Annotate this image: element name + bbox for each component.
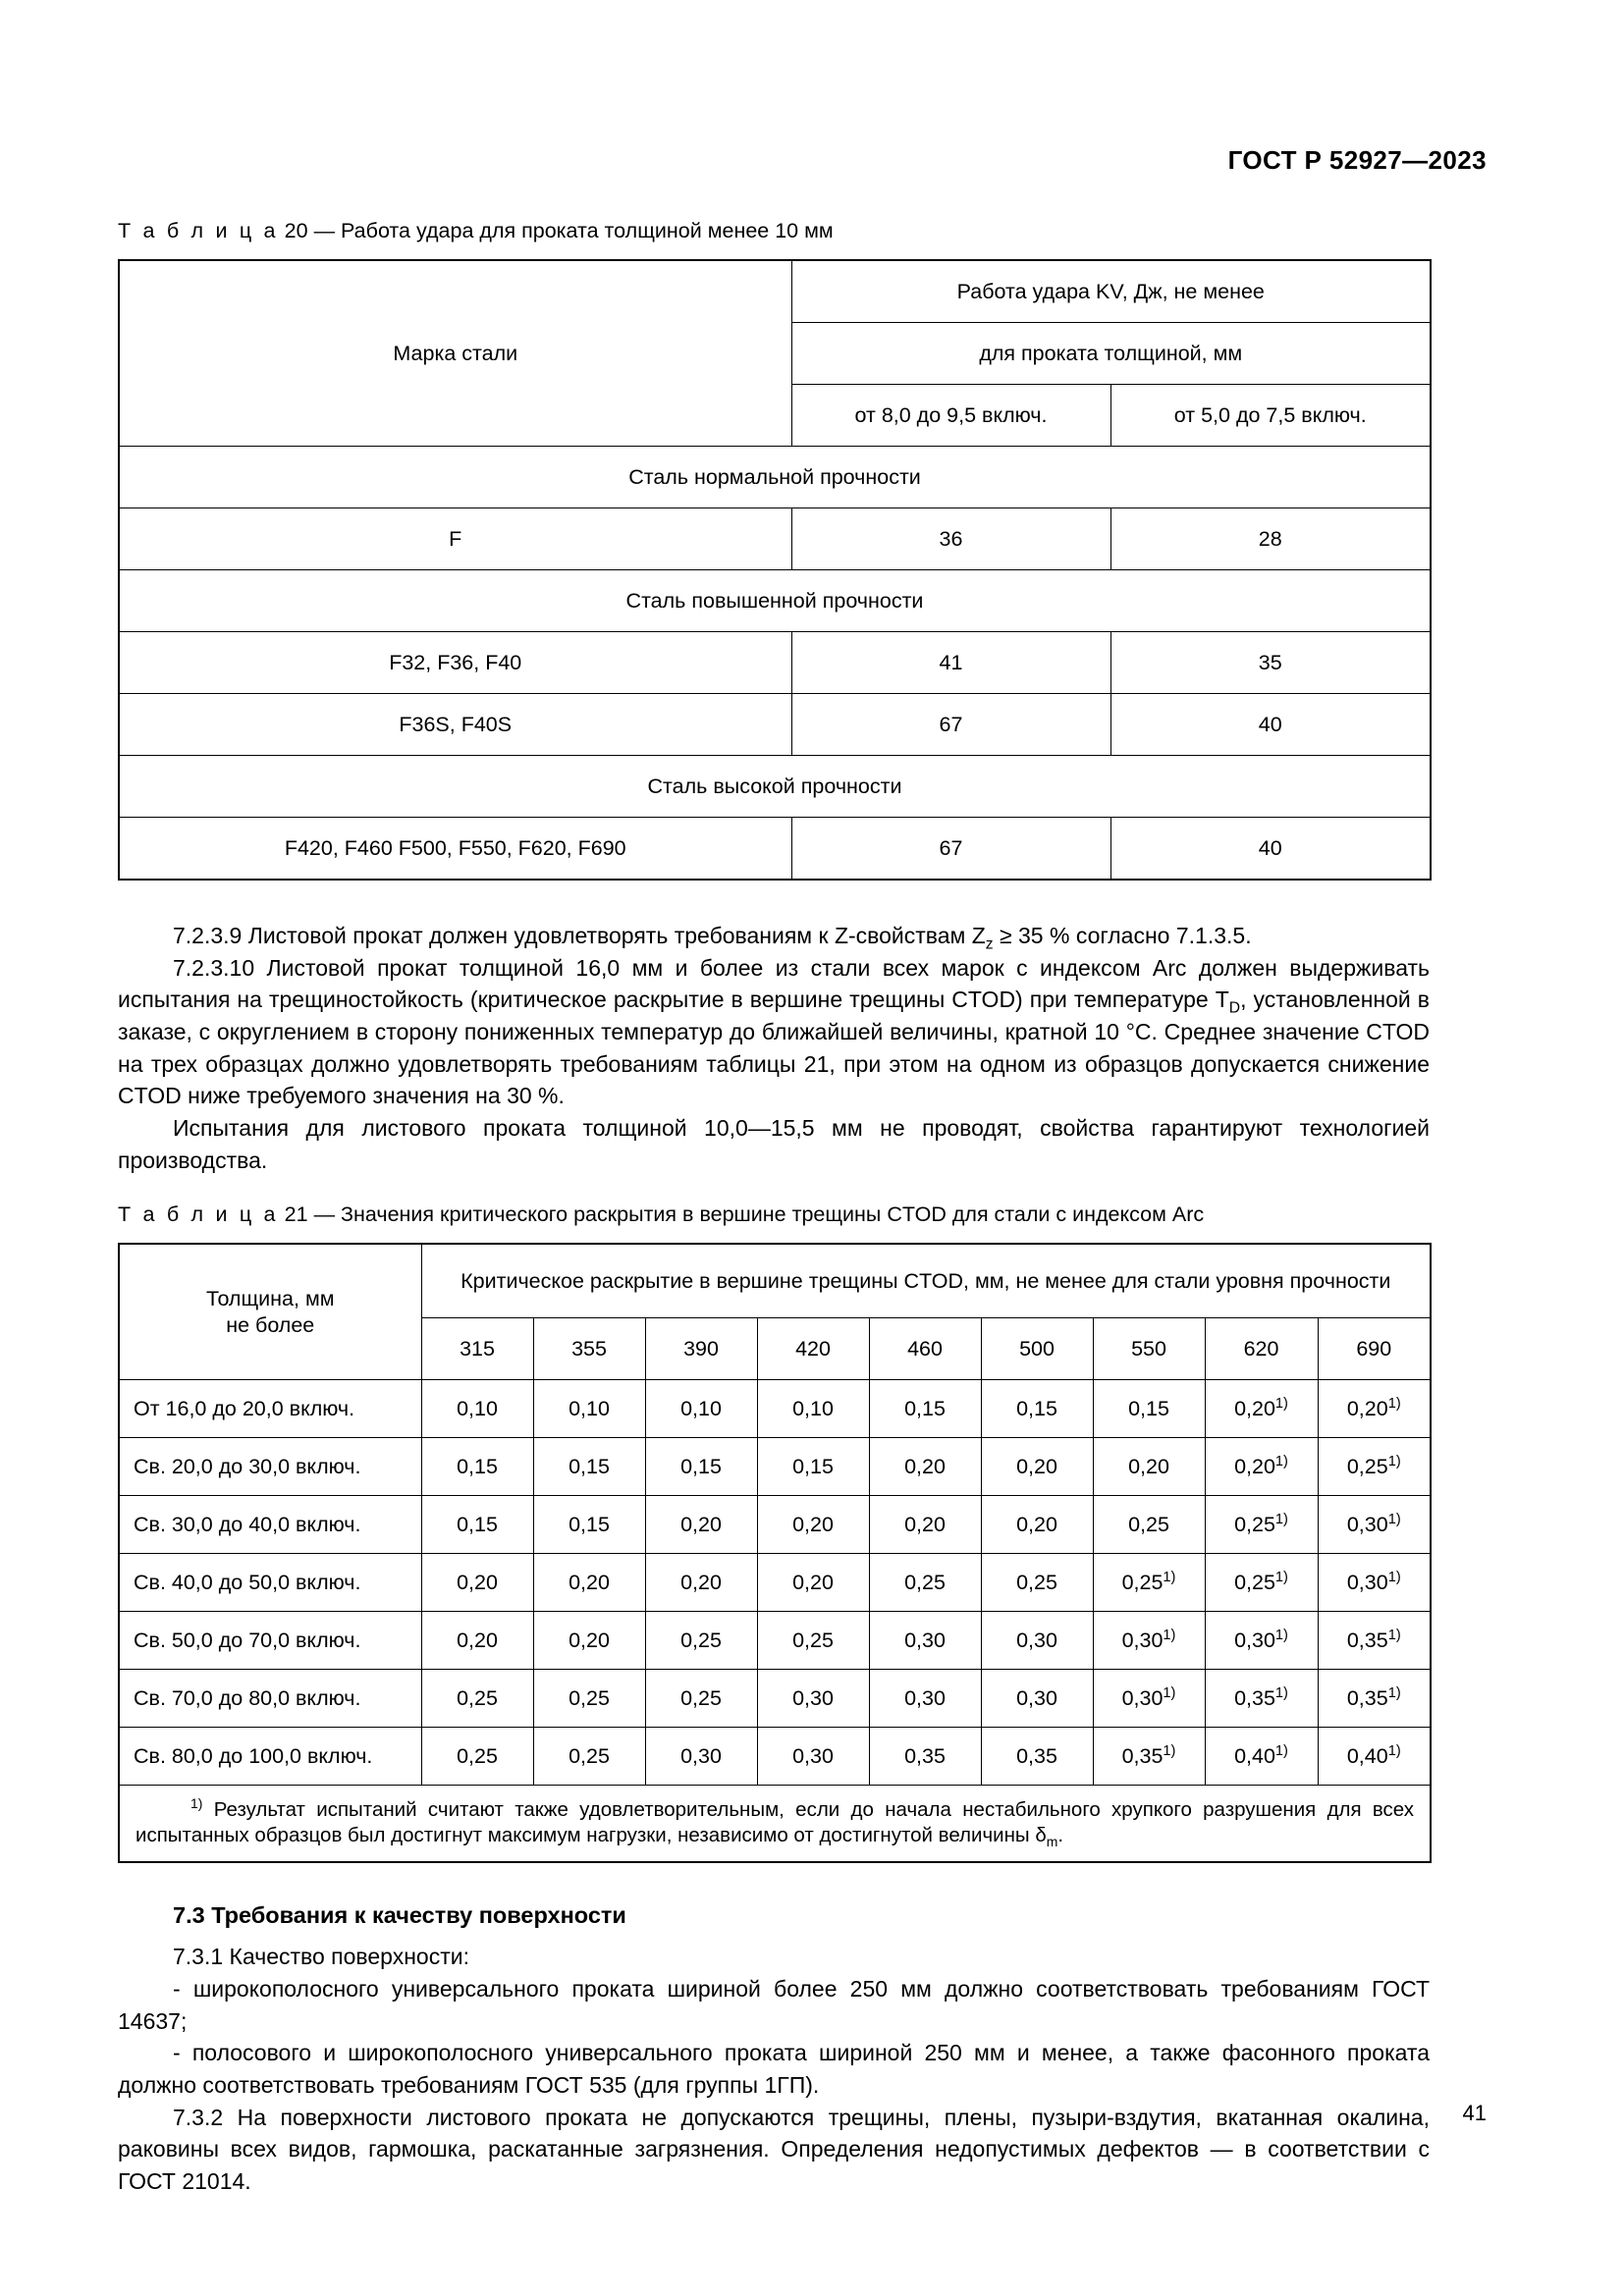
- table-20-value-1: 67: [791, 817, 1110, 880]
- table-21-ctod-value: [981, 1670, 1093, 1728]
- page-number: 41: [1462, 2101, 1487, 2125]
- table-21: [118, 1243, 1432, 1863]
- table-21-ctod-value: [421, 1612, 533, 1670]
- table-21-ctod-value: [421, 1728, 533, 1786]
- table-row: [119, 260, 1431, 323]
- table-20-grade: F420, F460 F500, F550, F620, F690: [119, 817, 791, 880]
- table-21-ctod-number: 0,20: [568, 1628, 610, 1652]
- footnote-text: Результат испытаний считают также удовлетворительным, если до начала нестабильного хрупкого разрушения для всех испытанных образцов был достигнут максимум нагрузки, независимо от достигнутой величины: [135, 1798, 1415, 1846]
- table-21-ctod-number: 0,35: [1346, 1685, 1388, 1710]
- footnote-ref: 1): [1163, 1684, 1176, 1701]
- table-20-value-1: 36: [791, 507, 1110, 569]
- footnote-ref: 1): [1387, 1627, 1401, 1643]
- table-21-ctod-value: [1093, 1554, 1205, 1612]
- table-21-ctod-value: [757, 1612, 869, 1670]
- table-21-ctod-value: [1093, 1612, 1205, 1670]
- table-21-ctod-number: 0,20: [792, 1570, 834, 1594]
- table-row: [119, 1244, 1431, 1318]
- table-21-ctod-number: 0,20: [680, 1512, 722, 1536]
- p7239-subscript: z: [985, 935, 994, 953]
- bullet-narrow-strip: - полосового и широкополосного универсального проката шириной 250 мм и менее, а также фасонного проката должно соответствовать требованиям ГОСТ 535 (для группы 1ГП).: [118, 2040, 1430, 2098]
- table-21-ctod-number: 0,25: [1346, 1454, 1388, 1478]
- table-21-ctod-number: 0,25: [680, 1685, 722, 1710]
- table-21-ctod-number: 0,25: [1234, 1570, 1275, 1594]
- table-21-ctod-value: [533, 1670, 645, 1728]
- table-21-ctod-value: [1318, 1496, 1431, 1554]
- table-21-level-header: 500: [981, 1318, 1093, 1380]
- table-21-ctod-value: [1318, 1612, 1431, 1670]
- table-20-caption: [118, 218, 1430, 245]
- footnote-delta-sub: m: [1046, 1833, 1058, 1849]
- table-21-ctod-value: [981, 1380, 1093, 1438]
- table-21-header-thickness-l1: Толщина, мм: [205, 1286, 335, 1310]
- table-20-value-2: 35: [1110, 631, 1431, 693]
- section-7-3-heading: 7.3 Требования к качеству поверхности: [173, 1902, 626, 1929]
- table-21-ctod-number: 0,15: [457, 1512, 498, 1536]
- table-21-ctod-value: [757, 1728, 869, 1786]
- paragraph-7-2-3-10: [118, 952, 1430, 1112]
- table-20-group-high: Сталь высокой прочности: [119, 755, 1431, 817]
- table-20-header-grade: Марка стали: [119, 260, 791, 447]
- table-21-ctod-value: [645, 1554, 757, 1612]
- footnote-ref: 1): [1163, 1569, 1176, 1585]
- table-21-ctod-value: [869, 1612, 981, 1670]
- table-21-ctod-number: 0,15: [1128, 1396, 1169, 1420]
- table-21-ctod-number: 0,15: [1016, 1396, 1057, 1420]
- table-row: [119, 1438, 1431, 1496]
- table-row: [119, 1496, 1431, 1554]
- page-header: [1228, 145, 1487, 176]
- table-21-ctod-number: 0,15: [568, 1512, 610, 1536]
- table-21-ctod-number: 0,30: [904, 1685, 946, 1710]
- table-21-thickness-range: Св. 80,0 до 100,0 включ.: [119, 1728, 421, 1786]
- table-21-ctod-number: 0,20: [457, 1570, 498, 1594]
- footnote-ref: 1): [1274, 1511, 1288, 1527]
- table-20: [118, 259, 1432, 881]
- table-21-ctod-value: [1205, 1554, 1318, 1612]
- table-21-ctod-number: 0,25: [680, 1628, 722, 1652]
- table-21-ctod-number: 0,30: [904, 1628, 946, 1652]
- table-21-ctod-number: 0,35: [1121, 1743, 1164, 1768]
- table-21-ctod-value: [533, 1380, 645, 1438]
- table-21-ctod-value: [869, 1438, 981, 1496]
- table-21-ctod-number: 0,25: [457, 1685, 498, 1710]
- paragraph-7-3-2: 7.3.2 На поверхности листового проката не допускаются трещины, плены, пузыри-вздутия, вкатанная окалина, раковины всех видов, гармошка, раскатанные загрязнения. Определения недопустимых дефектов — в соответствии с ГОСТ 21014.: [118, 2104, 1430, 2194]
- table-21-ctod-value: [981, 1728, 1093, 1786]
- table-20-value-2: 40: [1110, 693, 1431, 755]
- table-20-value-2: 40: [1110, 817, 1431, 880]
- table-row: [119, 817, 1431, 880]
- table-21-ctod-value: [1093, 1728, 1205, 1786]
- table-21-ctod-number: 0,15: [792, 1454, 834, 1478]
- table-21-ctod-value: [869, 1728, 981, 1786]
- table-21-level-header: 390: [645, 1318, 757, 1380]
- table-row: [119, 755, 1431, 817]
- table-21-caption: [118, 1201, 1430, 1229]
- table-21-ctod-value: [757, 1496, 869, 1554]
- table-21-ctod-value: [757, 1438, 869, 1496]
- table-21-ctod-value: [645, 1380, 757, 1438]
- table-20-caption-text: Работа удара для проката толщиной менее 10 мм: [341, 219, 834, 242]
- table-row: [119, 631, 1431, 693]
- footnote-ref: 1): [1387, 1511, 1401, 1527]
- table-21-header-ctod: Критическое раскрытие в вершине трещины CTOD, мм, не менее для стали уровня прочности: [421, 1244, 1431, 1318]
- table-21-level-header: 690: [1318, 1318, 1431, 1380]
- table-21-ctod-value: [1093, 1496, 1205, 1554]
- p7239-text-a: 7.2.3.9 Листовой прокат должен удовлетворять требованиям к Z-свойствам Z: [173, 922, 986, 948]
- table-21-ctod-value: [421, 1554, 533, 1612]
- table-21-ctod-number: 0,30: [792, 1685, 834, 1710]
- table-21-ctod-value: [1093, 1438, 1205, 1496]
- table-21-ctod-number: 0,25: [1128, 1512, 1169, 1536]
- table-21-ctod-value: [1318, 1438, 1431, 1496]
- table-row: [119, 693, 1431, 755]
- table-21-ctod-value: [869, 1380, 981, 1438]
- table-21-ctod-number: 0,30: [1016, 1685, 1057, 1710]
- footnote-ref: 1): [1274, 1453, 1288, 1469]
- table-20-grade: F: [119, 507, 791, 569]
- table-21-ctod-number: 0,25: [904, 1570, 946, 1594]
- footnote-ref: 1): [1387, 1453, 1401, 1469]
- table-row: [119, 1670, 1431, 1728]
- table-row: [119, 507, 1431, 569]
- table-21-ctod-value: [1205, 1728, 1318, 1786]
- table-21-ctod-number: 0,30: [1346, 1570, 1388, 1594]
- table-20-header-kv: Работа удара KV, Дж, не менее: [791, 260, 1431, 323]
- table-21-ctod-number: 0,10: [792, 1396, 834, 1420]
- footnote-ref: 1): [1387, 1684, 1401, 1701]
- table-21-level-header: 460: [869, 1318, 981, 1380]
- table-21-ctod-number: 0,15: [568, 1454, 610, 1478]
- table-21-ctod-value: [645, 1728, 757, 1786]
- table-21-ctod-number: 0,25: [457, 1743, 498, 1768]
- table-21-ctod-value: [645, 1670, 757, 1728]
- table-21-ctod-value: [421, 1496, 533, 1554]
- paragraph-tests: Испытания для листового проката толщиной 10,0—15,5 мм не проводят, свойства гарантируют технологией производства.: [118, 1114, 1430, 1173]
- table-21-footnote: [119, 1786, 1431, 1863]
- table-21-thickness-range: Св. 40,0 до 50,0 включ.: [119, 1554, 421, 1612]
- table-21-ctod-value: [533, 1438, 645, 1496]
- page-content: [118, 218, 1430, 2198]
- table-21-ctod-value: [757, 1554, 869, 1612]
- p72310-text-a: 7.2.3.10 Листовой прокат толщиной 16,0 мм и более из стали всех марок с индексом Arc должен выдерживать испытания на трещиностойкость (критическое раскрытие в вершине трещины CTOD) при температуре T: [118, 954, 1430, 1013]
- table-21-ctod-number: 0,20: [904, 1454, 946, 1478]
- table-21-ctod-number: 0,30: [680, 1743, 722, 1768]
- table-21-ctod-number: 0,20: [1016, 1454, 1057, 1478]
- table-21-ctod-number: 0,30: [792, 1743, 834, 1768]
- table-21-ctod-number: 0,25: [792, 1628, 834, 1652]
- table-20-header-range-2: от 5,0 до 7,5 включ.: [1110, 384, 1431, 446]
- table-20-value-1: 41: [791, 631, 1110, 693]
- table-21-ctod-number: 0,20: [1234, 1454, 1275, 1478]
- table-21-ctod-value: [869, 1554, 981, 1612]
- table-21-ctod-number: 0,40: [1346, 1743, 1388, 1768]
- table-21-caption-label: Т а б л и ц а: [118, 1202, 279, 1227]
- table-20-caption-number: 20: [284, 219, 308, 242]
- table-21-level-header: 620: [1205, 1318, 1318, 1380]
- table-21-thickness-range: От 16,0 до 20,0 включ.: [119, 1380, 421, 1438]
- footnote-ref: 1): [1387, 1742, 1401, 1759]
- table-21-thickness-range: Св. 30,0 до 40,0 включ.: [119, 1496, 421, 1554]
- table-21-ctod-number: 0,20: [568, 1570, 610, 1594]
- table-21-ctod-value: [1318, 1380, 1431, 1438]
- table-row: [119, 446, 1431, 507]
- table-21-ctod-value: [1093, 1380, 1205, 1438]
- table-21-ctod-value: [1318, 1554, 1431, 1612]
- table-21-ctod-number: 0,35: [1016, 1743, 1057, 1768]
- table-21-ctod-number: 0,25: [1016, 1570, 1057, 1594]
- table-21-ctod-value: [533, 1496, 645, 1554]
- table-21-ctod-number: 0,10: [680, 1396, 722, 1420]
- table-21-ctod-value: [1093, 1670, 1205, 1728]
- table-21-header-thickness: [119, 1244, 421, 1380]
- table-21-ctod-value: [1318, 1670, 1431, 1728]
- footnote-ref: 1): [1387, 1395, 1401, 1412]
- table-21-caption-number: 21: [284, 1202, 308, 1227]
- table-20-grade: F36S, F40S: [119, 693, 791, 755]
- table-21-ctod-value: [1205, 1612, 1318, 1670]
- paragraph-7-2-3-9: [118, 920, 1430, 952]
- table-row: [119, 1612, 1431, 1670]
- footnote-marker: 1): [190, 1795, 203, 1812]
- table-21-thickness-range: Св. 20,0 до 30,0 включ.: [119, 1438, 421, 1496]
- table-row: [119, 1728, 1431, 1786]
- table-21-ctod-number: 0,40: [1234, 1743, 1275, 1768]
- table-21-ctod-value: [1318, 1728, 1431, 1786]
- footnote-ref: 1): [1387, 1569, 1401, 1585]
- table-21-ctod-number: 0,20: [792, 1512, 834, 1536]
- table-21-ctod-number: 0,15: [904, 1396, 946, 1420]
- footnote-ref: 1): [1274, 1742, 1288, 1759]
- table-21-level-header: 420: [757, 1318, 869, 1380]
- table-21-ctod-number: 0,25: [568, 1743, 610, 1768]
- table-21-ctod-number: 0,35: [904, 1743, 946, 1768]
- table-21-caption-text: Значения критического раскрытия в вершине трещины CTOD для стали с индексом Arc: [341, 1202, 1205, 1227]
- footnote-ref: 1): [1163, 1742, 1176, 1759]
- table-21-ctod-number: 0,20: [680, 1570, 722, 1594]
- paragraph-7-3-1: 7.3.1 Качество поверхности:: [173, 1944, 469, 1970]
- table-21-thickness-range: Св. 50,0 до 70,0 включ.: [119, 1612, 421, 1670]
- table-21-ctod-value: [645, 1496, 757, 1554]
- p72310-text-b: , установленной в заказе, с округлением в сторону пониженных температур до ближайшей величины, кратной 10 °С. Среднее значение CTOD на трех образцах должно удовлетворять требованиям таблицы 21, при этом на одном из образцов допускается снижение CTOD ниже требуемого значения на 30 %.: [118, 987, 1430, 1109]
- table-21-ctod-number: 0,35: [1346, 1628, 1388, 1652]
- table-20-caption-label: Т а б л и ц а: [118, 219, 279, 242]
- table-20-value-1: 67: [791, 693, 1110, 755]
- table-21-ctod-number: 0,20: [1346, 1396, 1388, 1420]
- table-row: [119, 569, 1431, 631]
- table-21-level-header: 315: [421, 1318, 533, 1380]
- footnote-ref: 1): [1274, 1684, 1288, 1701]
- table-21-ctod-number: 0,25: [1121, 1570, 1164, 1594]
- table-21-ctod-value: [981, 1496, 1093, 1554]
- table-21-ctod-value: [1205, 1380, 1318, 1438]
- table-21-ctod-number: 0,20: [1016, 1512, 1057, 1536]
- table-21-header-thickness-l2: не более: [226, 1312, 315, 1337]
- table-row: [119, 1554, 1431, 1612]
- table-21-ctod-number: 0,20: [1234, 1396, 1275, 1420]
- table-21-ctod-value: [1205, 1496, 1318, 1554]
- table-21-ctod-value: [869, 1670, 981, 1728]
- table-21-ctod-number: 0,30: [1234, 1628, 1275, 1652]
- table-21-level-header: 355: [533, 1318, 645, 1380]
- table-21-ctod-value: [533, 1612, 645, 1670]
- table-20-header-range-1: от 8,0 до 9,5 включ.: [791, 384, 1110, 446]
- table-21-ctod-value: [869, 1496, 981, 1554]
- table-21-ctod-value: [757, 1670, 869, 1728]
- table-20-value-2: 28: [1110, 507, 1431, 569]
- table-21-ctod-number: 0,30: [1346, 1512, 1388, 1536]
- table-21-level-header: 550: [1093, 1318, 1205, 1380]
- table-21-ctod-number: 0,25: [1234, 1512, 1275, 1536]
- footnote-ref: 1): [1274, 1627, 1288, 1643]
- table-21-ctod-value: [533, 1728, 645, 1786]
- table-21-ctod-number: 0,20: [904, 1512, 946, 1536]
- table-21-ctod-number: 0,25: [568, 1685, 610, 1710]
- table-21-ctod-number: 0,10: [457, 1396, 498, 1420]
- table-row: [119, 1380, 1431, 1438]
- table-21-ctod-number: 0,15: [680, 1454, 722, 1478]
- table-21-ctod-number: 0,30: [1121, 1685, 1164, 1710]
- table-20-group-improved: Сталь повышенной прочности: [119, 569, 1431, 631]
- footnote-delta: δ: [1035, 1823, 1047, 1846]
- table-21-caption-dash: —: [313, 1202, 336, 1227]
- footnote-period: .: [1057, 1823, 1064, 1846]
- bullet-wide-strip: - широкополосного универсального проката шириной более 250 мм должно соответствовать требованиям ГОСТ 14637;: [118, 1976, 1430, 2034]
- table-21-ctod-number: 0,20: [457, 1628, 498, 1652]
- footnote-ref: 1): [1163, 1627, 1176, 1643]
- table-21-ctod-number: 0,10: [568, 1396, 610, 1420]
- table-21-ctod-value: [645, 1612, 757, 1670]
- table-21-ctod-value: [533, 1554, 645, 1612]
- p72310-subscript: D: [1228, 999, 1241, 1017]
- table-21-ctod-number: 0,30: [1121, 1628, 1164, 1652]
- table-21-ctod-value: [981, 1554, 1093, 1612]
- table-21-ctod-value: [421, 1670, 533, 1728]
- table-21-ctod-number: 0,15: [457, 1454, 498, 1478]
- table-row: [119, 1786, 1431, 1863]
- table-21-ctod-value: [421, 1438, 533, 1496]
- standard-designation: ГОСТ Р 52927—2023: [1227, 145, 1487, 175]
- table-21-ctod-value: [981, 1438, 1093, 1496]
- p7239-text-b: ≥ 35 % согласно 7.1.3.5.: [993, 922, 1252, 948]
- table-21-ctod-value: [1205, 1438, 1318, 1496]
- table-21-ctod-number: 0,30: [1016, 1628, 1057, 1652]
- table-21-ctod-value: [645, 1438, 757, 1496]
- table-20-caption-dash: —: [313, 219, 336, 242]
- table-21-ctod-value: [421, 1380, 533, 1438]
- table-20-group-normal: Сталь нормальной прочности: [119, 446, 1431, 507]
- table-21-ctod-value: [1205, 1670, 1318, 1728]
- table-21-ctod-number: 0,35: [1234, 1685, 1275, 1710]
- table-21-ctod-value: [981, 1612, 1093, 1670]
- table-20-header-thickness: для проката толщиной, мм: [791, 322, 1431, 384]
- table-21-thickness-range: Св. 70,0 до 80,0 включ.: [119, 1670, 421, 1728]
- table-21-ctod-value: [757, 1380, 869, 1438]
- table-21-ctod-number: 0,20: [1128, 1454, 1169, 1478]
- table-20-grade: F32, F36, F40: [119, 631, 791, 693]
- footnote-ref: 1): [1274, 1569, 1288, 1585]
- footnote-ref: 1): [1274, 1395, 1288, 1412]
